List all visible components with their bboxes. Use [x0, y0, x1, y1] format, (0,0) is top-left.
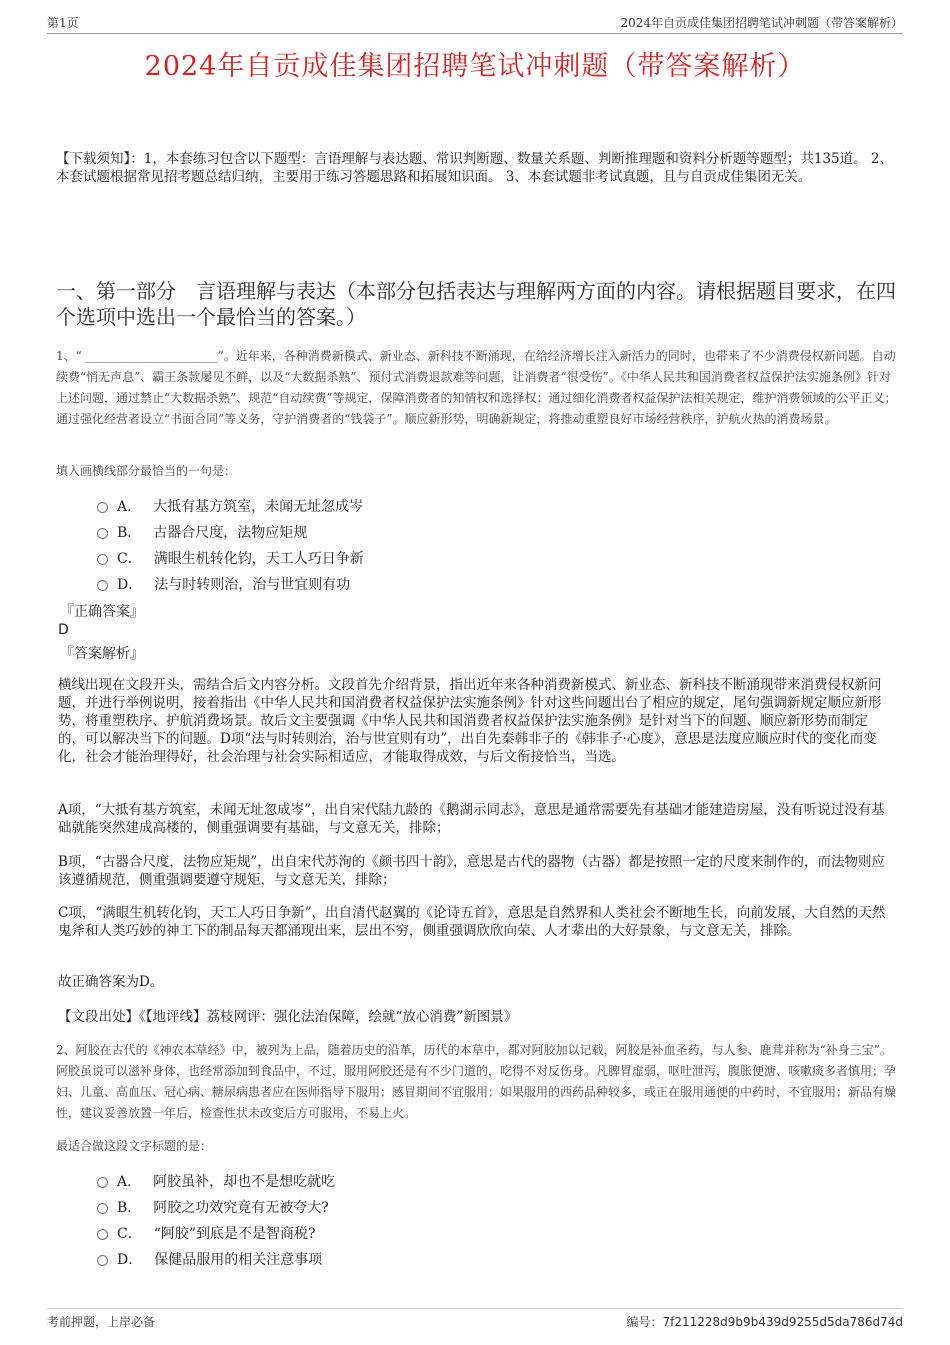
q1-option-d[interactable] — [97, 574, 350, 594]
option-text: 保健品服用的相关注意事项 — [154, 1252, 323, 1268]
page-number: 第1页 — [47, 16, 79, 30]
analysis-paragraph: A项，“大抵有基方筑室，未闻无址忽成岑”，出自宋代陆九龄的《鹅湖示同志》，意思是通常需要先有基础才能建造房屋，没有听说过没有基础就能突然建成高楼的，侧重强调要有基础，与文意无关，排除； — [58, 802, 885, 836]
option-letter: B． — [117, 1200, 142, 1216]
option-text: 古器合尺度，法物应矩规 — [153, 525, 308, 541]
analysis-label: 『答案解析』 — [60, 646, 144, 662]
analysis-paragraph: B项，“古器合尺度，法物应矩规”，出自宋代苏洵的《颜书四十韵》，意思是古代的器物（古器）都是按照一定的尺度来制作的，而法物则应该遵循规范，侧重强调要遵守规矩，与文意无关，排除； — [58, 854, 885, 888]
radio-icon[interactable] — [97, 1229, 108, 1240]
q2-option-b[interactable] — [97, 1197, 329, 1217]
option-letter: C． — [117, 551, 142, 567]
radio-icon[interactable] — [97, 502, 108, 513]
footer-code-value: 7f211228d9b9b439d9255d5da786d74d — [662, 1315, 903, 1329]
passage-source: 【文段出处】《【地评线】荔枝网评：强化法治保障，绘就“放心消费”新图景》 — [58, 1009, 518, 1025]
header-doc-title: 2024年自贡成佳集团招聘笔试冲刺题（带答案解析） — [620, 16, 903, 30]
q1-option-b[interactable] — [97, 522, 307, 542]
option-letter: D． — [117, 1252, 143, 1268]
footer-code-label: 编号： — [626, 1315, 663, 1329]
option-letter: C． — [117, 1226, 142, 1242]
analysis-paragraph: 横线出现在文段开头，需结合后文内容分析。文段首先介绍背景，指出近年来各种消费新模式、新业态、新科技不断涌现带来消费侵权新问题，并进行举例说明，接着指出《中华人民共和国消费者权益保护法实施条例》针对这些问题出台了相应的规定，尾句强调新规定顺应新形势，将重塑秩序、护航消费场景。故后文主要强调《中华人民共和国消费者权益保护法实施条例》是针对当下的问题、顺应新形势而制定的，可以解决当下的问题。D项“法与时转则治，治与世宜则有功”，出自先秦韩非子的《韩非子·心度》，意思是法度应顺应时代的变化而变化，社会才能治理得好，社会治理与社会实际相适应，才能取得成效，与后文衔接恰当，当选。 — [58, 677, 882, 765]
option-letter: A． — [117, 499, 142, 515]
header-divider — [47, 33, 903, 34]
download-notice: 【下载须知】：1，本套练习包含以下题型：言语理解与表达题、常识判断题、数量关系题、判断推理题和资料分析题等题型；共135道。 2、本套试题根据常见招考题总结归纳，主要用于练习答题思路和拓展知识面。 3、本套试题非考试真题，且与自贡成佳集团无关。 — [56, 151, 893, 185]
answer-label: 『正确答案』 — [60, 604, 144, 620]
option-text: 满眼生机转化钧，天工人巧日争新 — [153, 551, 364, 567]
question-1-prompt: 填入画横线部分最恰当的一句是： — [56, 464, 237, 478]
footer-code — [627, 1313, 904, 1330]
option-letter: A． — [117, 1174, 142, 1190]
q1-option-c[interactable] — [97, 548, 364, 568]
question-1-stem: 1、“ ______________________”。近年来，各种消费新模式、新业态、新科技不断涌现，在给经济增长注入新活力的同时，也带来了不少消费侵权新问题。自动续费“悄无声息”、霸王条款屡见不鲜，以及“大数据杀熟”、预付式消费退款难等问题，让消费者“很受伤”。《中华人民共和国消费者权益保护法实施条例》针对上述问题，通过禁止“大数据杀熟”、规范“自动续费”等规定，保障消费者的知情权和选择权；通过细化消费者权益保护法相关规定，维护消费领域的公平正义；通过强化经营者设立“书面合同”等义务，守护消费者的“钱袋子”。顺应新形势，明确新规定，将推动重塑良好市场经营秩序，护航火热的消费场景。 — [56, 349, 897, 426]
radio-icon[interactable] — [97, 1203, 108, 1214]
footer-divider — [47, 1308, 903, 1309]
option-text: 阿胶之功效究竟有无被夸大? — [153, 1200, 329, 1216]
correct-answer: D — [58, 622, 69, 638]
radio-icon[interactable] — [97, 528, 108, 539]
q2-option-c[interactable] — [97, 1223, 316, 1243]
option-letter: D． — [117, 577, 143, 593]
analysis-conclusion: 故正确答案为D。 — [58, 974, 164, 990]
radio-icon[interactable] — [97, 1177, 108, 1188]
option-text: 阿胶虽补，却也不是想吃就吃 — [153, 1174, 336, 1190]
footer-slogan: 考前押题，上岸必备 — [47, 1315, 156, 1329]
option-text: “阿胶”到底是不是智商税? — [153, 1226, 316, 1242]
option-text: 法与时转则治，治与世宜则有功 — [154, 577, 351, 593]
question-2-prompt: 最适合做这段文字标题的是： — [56, 1139, 213, 1153]
radio-icon[interactable] — [97, 1255, 108, 1266]
option-letter: B． — [117, 525, 142, 541]
q1-option-a[interactable] — [97, 496, 363, 516]
radio-icon[interactable] — [97, 580, 108, 591]
question-2-stem: 2、阿胶在古代的《神农本草经》中，被列为上品，随着历史的沿革，历代的本草中，都对阿胶加以记载，阿胶是补血圣药，与人参、鹿茸并称为“补身三宝”。阿胶虽说可以滋补身体，也经常添加到食品中，不过，服用阿胶还是有不少门道的，吃得不对反伤身。凡脾胃虚弱，呕吐泄泻，腹胀便溏、咳嗽痰多者慎用；孕妇、儿童、高血压、冠心病、糖尿病患者应在医师指导下服用；感冒期间不宜服用；如果服用的西药品种较多，或正在服用通便的中药时，不宜服用；新品有燥性，建议妥善放置一年后，检查性状未改变后方可服用，不易上火。 — [56, 1043, 897, 1120]
analysis-paragraph: C项，“满眼生机转化钧，天工人巧日争新”，出自清代赵翼的《论诗五首》，意思是自然界和人类社会不断地生长，向前发展，大自然的天然鬼斧和人类巧妙的神工下的制品每天都涌现出来，层出不穷，侧重强调欣欣向荣、人才辈出的大好景象，与文意无关，排除。 — [58, 905, 886, 939]
section-heading: 一、第一部分 言语理解与表达（本部分包括表达与理解两方面的内容。请根据题目要求，在四个选项中选出一个最恰当的答案。） — [56, 279, 896, 329]
q2-option-d[interactable] — [97, 1249, 322, 1269]
page-title: 2024年自贡成佳集团招聘笔试冲刺题（带答案解析） — [144, 51, 806, 82]
option-text: 大抵有基方筑室，未闻无址忽成岑 — [153, 499, 364, 515]
q2-option-a[interactable] — [97, 1171, 335, 1191]
radio-icon[interactable] — [97, 554, 108, 565]
